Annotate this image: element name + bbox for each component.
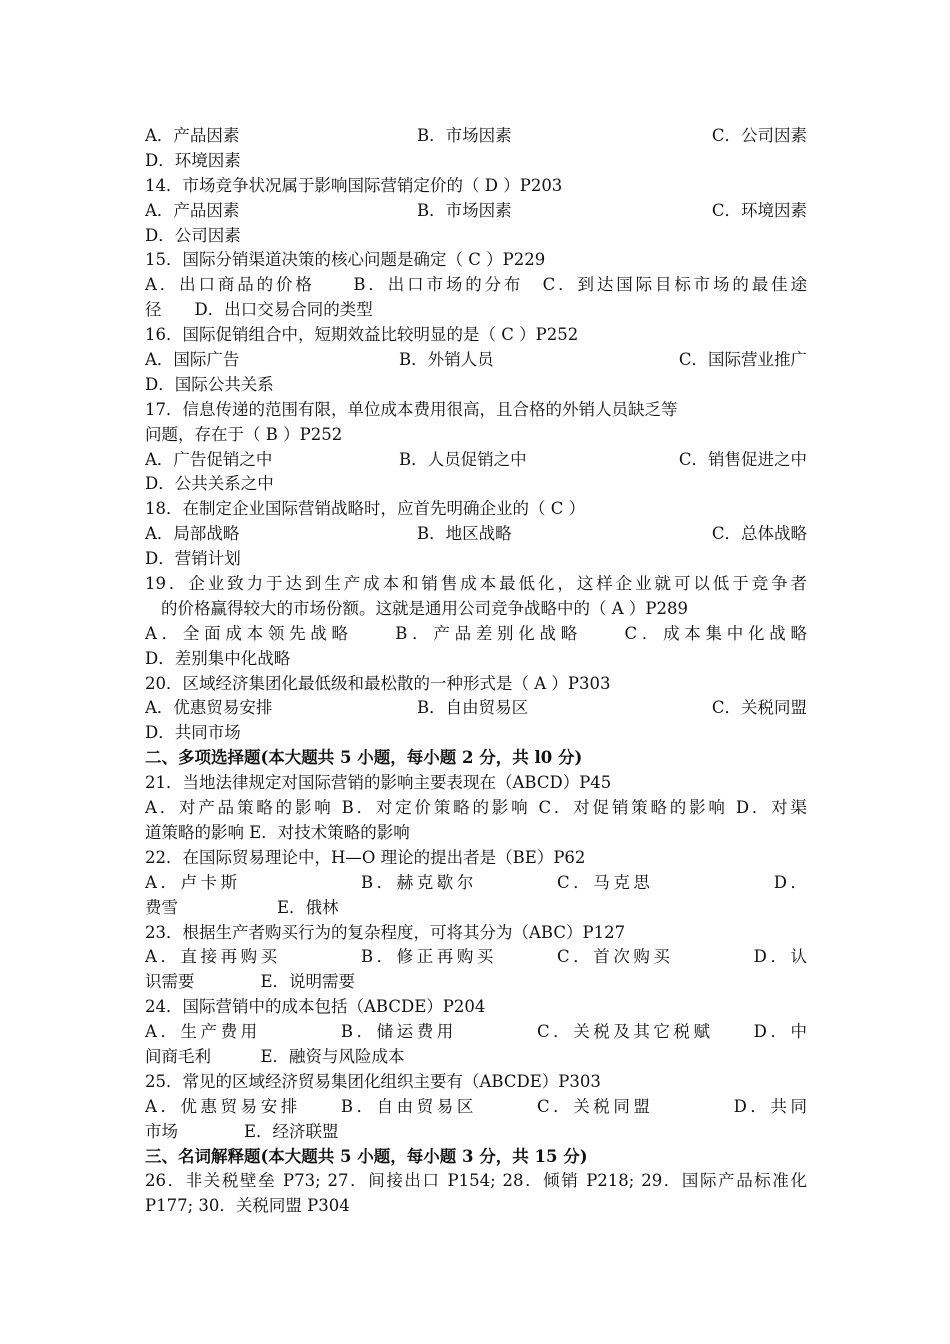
section-heading-text: 二、多项选择题(本大题共 5 小题，每小题 2 分，共 l0 分) [145,748,583,768]
text-line [145,1045,807,1070]
line-text: D．公司因素 [145,225,241,245]
text-line [145,622,807,647]
text-line [145,1095,807,1120]
line-text: A．出口商品的价格 B．出口市场的分布 C．到达国际目标市场的最佳途 [145,275,807,295]
line-text: 23．根据生产者购买行为的复杂程度，可将其分为（ABC）P127 [145,922,626,942]
text-line [145,921,807,946]
text-line [145,1020,807,1045]
text-line [145,672,807,697]
option-c: C．总体战略 [711,524,807,544]
section-heading-text: 三、名词解释题(本大题共 5 小题，每小题 3 分，共 15 分) [145,1146,588,1166]
option-b: B．自由贸易区 [417,698,529,718]
text-line [145,945,807,970]
option-a: A．局部战略 [145,524,240,544]
text-line [145,1120,807,1145]
option-c: C．公司因素 [711,126,807,145]
option-a: A．优惠贸易安排 [145,698,273,718]
option-b: B．人员促销之中 [399,449,527,469]
line-text: 径 D．出口交易合同的类型 [145,300,373,320]
text-line [145,572,807,597]
document-page [145,124,807,1219]
line-text: A．生产费用 B．储运费用 C．关税及其它税赋 D．中 [145,1022,807,1042]
options-line [145,448,807,473]
line-text: 22．在国际贸易理论中，H—O 理论的提出者是（BE）P62 [145,847,586,867]
text-line [145,472,807,497]
options-line [145,696,807,721]
line-text: 16．国际促销组合中，短期效益比较明显的是（ C ）P252 [145,325,579,345]
line-text: 问题，存在于（ B ）P252 [145,424,343,444]
line-text: D．差别集中化战略 [145,648,291,668]
option-c: C．国际营业推广 [678,350,807,370]
line-text: D．公共关系之中 [145,474,274,494]
text-line [145,721,807,746]
line-text: 18．在制定企业国际营销战略时，应首先明确企业的（ C ） [145,499,586,519]
options-line [145,199,807,224]
line-text: 的价格赢得较大的市场份额。这就是通用公司竞争战略中的（ A ）P289 [161,598,689,618]
text-line [145,423,807,448]
line-text: 25．常见的区域经济贸易集团化组织主要有（ABCDE）P303 [145,1071,601,1091]
section-heading [145,746,807,771]
option-a: A．国际广告 [145,350,240,370]
line-text: D．国际公共关系 [145,374,274,394]
line-text: A．全面成本领先战略 B．产品差别化战略 C．成本集中化战略 [145,623,807,643]
line-text: 21．当地法律规定对国际营销的影响主要表现在（ABCD）P45 [145,773,612,793]
line-text: A．优惠贸易安排 B．自由贸易区 C．关税同盟 D．共同 [145,1096,807,1116]
text-line [145,1070,807,1095]
line-text: D．共同市场 [145,723,241,743]
line-text: 识需要 E．说明需要 [145,972,356,992]
text-line [145,1169,807,1194]
text-line [145,597,807,622]
option-a: A．产品因素 [145,200,240,220]
text-line [145,323,807,348]
option-a: A．产品因素 [145,126,240,145]
line-text: D．环境因素 [145,150,241,170]
text-line [145,547,807,572]
option-c: C．环境因素 [711,200,807,220]
line-text: D．营销计划 [145,549,241,569]
text-line [145,149,807,174]
line-text: 15．国际分销渠道决策的核心问题是确定（ C ）P229 [145,250,546,270]
line-text: 市场 E．经济联盟 [145,1121,339,1141]
line-text: A．卢卡斯 B．赫克歇尔 C．马克思 D． [145,872,807,892]
text-line [145,796,807,821]
option-a: A．广告促销之中 [145,449,273,469]
text-line [145,497,807,522]
text-line [145,995,807,1020]
section-heading [145,1145,807,1170]
line-text: 19．企业致力于达到生产成本和销售成本最低化，这样企业就可以低于竞争者 [145,574,807,594]
line-text: A．直接再购买 B．修正再购买 C．首次购买 D．认 [145,947,807,967]
options-line [145,522,807,547]
text-line [145,896,807,921]
line-text: P177; 30．关税同盟 P304 [145,1196,350,1216]
text-line [145,846,807,871]
option-c: C．关税同盟 [711,698,807,718]
options-line [145,348,807,373]
line-text: 道策略的影响 E．对技术策略的影响 [145,822,410,842]
text-line [145,273,807,298]
option-c: C．销售促进之中 [678,449,807,469]
option-b: B．外销人员 [399,350,494,370]
option-b: B．市场因素 [417,200,512,220]
text-line [145,970,807,995]
text-line [145,821,807,846]
text-line [145,248,807,273]
line-text: 24．国际营销中的成本包括（ABCDE）P204 [145,997,486,1017]
line-text: A．对产品策略的影响 B．对定价策略的影响 C．对促销策略的影响 D．对渠 [145,798,807,818]
line-text: 14．市场竞争状况属于影响国际营销定价的（ D ）P203 [145,175,563,195]
text-line [145,1194,807,1219]
line-text: 17．信息传递的范围有限，单位成本费用很高，且合格的外销人员缺乏等 [145,399,678,419]
text-line [145,298,807,323]
line-text: 间商毛利 E．融资与风险成本 [145,1046,405,1066]
text-line [145,224,807,249]
text-line [145,174,807,199]
option-b: B．市场因素 [417,126,512,145]
text-line [145,647,807,672]
line-text: 费雪 E．俄林 [145,897,339,917]
text-line [145,398,807,423]
option-b: B．地区战略 [417,524,512,544]
options-line [145,124,807,149]
text-line [145,373,807,398]
line-text: 26．非关税壁垒 P73; 27．间接出口 P154; 28．倾销 P218; 29．国际产品标准化 [145,1171,807,1191]
text-line [145,771,807,796]
line-text: 20．区域经济集团化最低级和最松散的一种形式是（ A ）P303 [145,673,611,693]
text-line [145,871,807,896]
